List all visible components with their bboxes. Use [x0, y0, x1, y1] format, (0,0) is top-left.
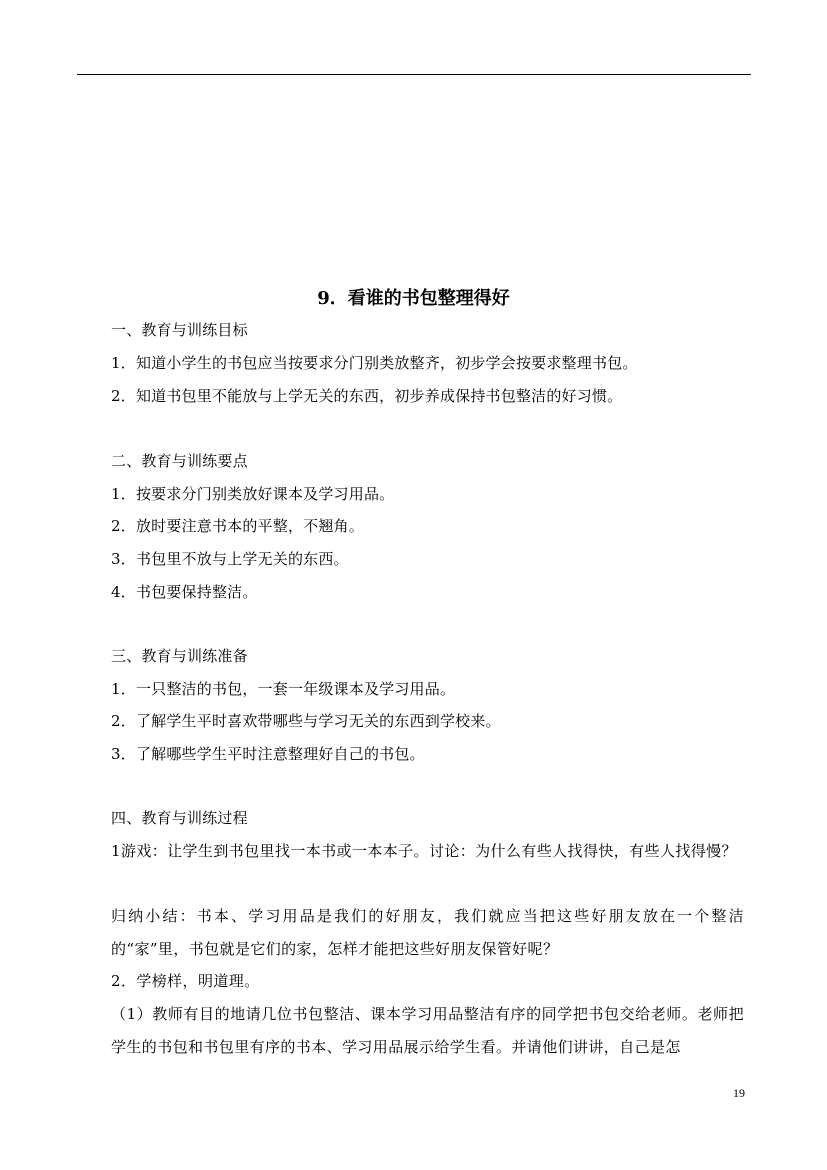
lesson-title: 9．看谁的书包整理得好 — [317, 288, 510, 309]
process-paragraph — [80, 965, 744, 998]
preparation-item: 3．了解哪些学生平时注意整理好自己的书包。 — [111, 745, 425, 763]
page-number: 19 — [733, 1086, 745, 1100]
goal-item: 1．知道小学生的书包应当按要求分门别类放整齐，初步学会按要求整理书包。 — [111, 354, 638, 372]
preparation-item: 1．一只整洁的书包，一套一年级课本及学习用品。 — [111, 680, 456, 698]
process-paragraph-text: （1）教师有目的地请几位书包整洁、课本学习用品整洁有序的同学把书包交给老师。老师把学生的书包和书包里有序的书本、学习用品展示给学生看。并请他们讲讲，自己是怎 — [111, 1005, 744, 1056]
key-point-item: 4．书包要保持整洁。 — [111, 583, 258, 601]
key-point-item: 2．放时要注意书本的平整，不翘角。 — [111, 517, 364, 535]
section-heading-process: 四、教育与训练过程 — [111, 809, 248, 827]
process-paragraph-text: 归纳小结：书本、学习用品是我们的好朋友，我们就应当把这些好朋友放在一个整洁的“家”里，书包就是它们的家，怎样才能把这些好朋友保管好呢？ — [111, 907, 744, 958]
key-point-item: 1．按要求分门别类放好课本及学习用品。 — [111, 485, 395, 503]
process-paragraph — [80, 900, 744, 966]
preparation-item: 2．了解学生平时喜欢带哪些与学习无关的东西到学校来。 — [111, 712, 501, 730]
section-heading-goals: 一、教育与训练目标 — [111, 321, 248, 339]
section-heading-key-points: 二、教育与训练要点 — [111, 452, 248, 470]
header-rule — [77, 74, 751, 75]
key-point-item: 3．书包里不放与上学无关的东西。 — [111, 550, 349, 568]
process-paragraph-text: 1游戏：让学生到书包里找一本书或一本本子。讨论：为什么有些人找得快，有些人找得慢？ — [111, 842, 737, 860]
section-heading-preparation: 三、教育与训练准备 — [111, 647, 248, 665]
goal-item: 2．知道书包里不能放与上学无关的东西，初步养成保持书包整洁的好习惯。 — [111, 387, 623, 405]
process-paragraph — [80, 835, 744, 868]
process-paragraph — [80, 998, 744, 1064]
process-paragraph-text: 2．学榜样，明道理。 — [111, 972, 260, 990]
